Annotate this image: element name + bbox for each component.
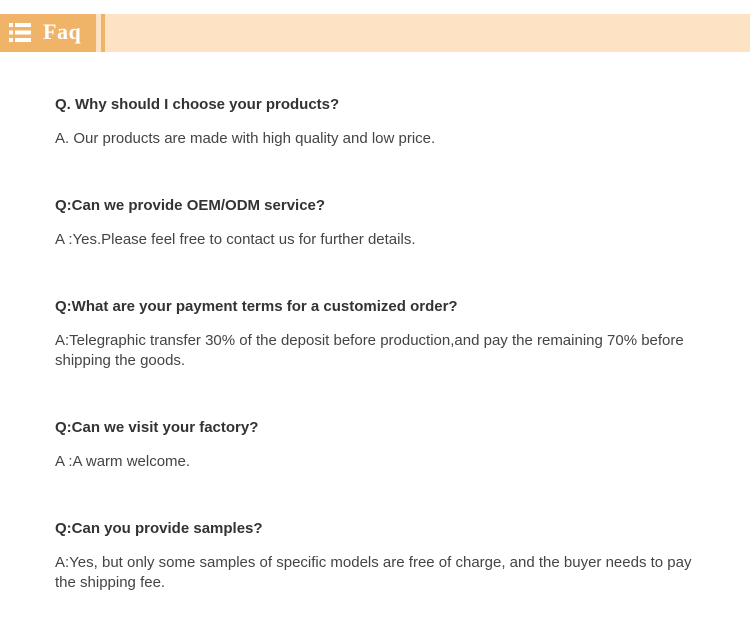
faq-item bbox=[55, 196, 705, 297]
list-icon bbox=[9, 22, 31, 43]
faq-item bbox=[55, 519, 705, 593]
faq-answer: A:Yes, but only some samples of specific models are free of charge, and the buyer needs to pay the shipping fee. bbox=[55, 554, 692, 591]
faq-question: Q:Can we provide OEM/ODM service? bbox=[55, 197, 326, 214]
faq-answer: A. Our products are made with high quality and low price. bbox=[55, 130, 436, 147]
faq-header-bar bbox=[0, 14, 750, 52]
faq-item bbox=[55, 95, 705, 196]
faq-item bbox=[55, 418, 705, 519]
faq-header-tag bbox=[0, 14, 96, 52]
faq-question: Q. Why should I choose your products? bbox=[55, 96, 340, 113]
faq-question: Q:What are your payment terms for a customized order? bbox=[55, 298, 458, 315]
faq-question: Q:Can we visit your factory? bbox=[55, 419, 259, 436]
header-divider bbox=[101, 14, 105, 52]
faq-answer: A :Yes.Please feel free to contact us for further details. bbox=[55, 231, 416, 248]
faq-item bbox=[55, 297, 705, 418]
faq-answer: A:Telegraphic transfer 30% of the deposit before production,and pay the remaining 70% before shipping the goods. bbox=[55, 332, 684, 369]
faq-answer: A :A warm welcome. bbox=[55, 453, 191, 470]
faq-list bbox=[55, 95, 705, 593]
faq-question: Q:Can you provide samples? bbox=[55, 520, 263, 537]
page-title: Faq bbox=[43, 19, 82, 44]
